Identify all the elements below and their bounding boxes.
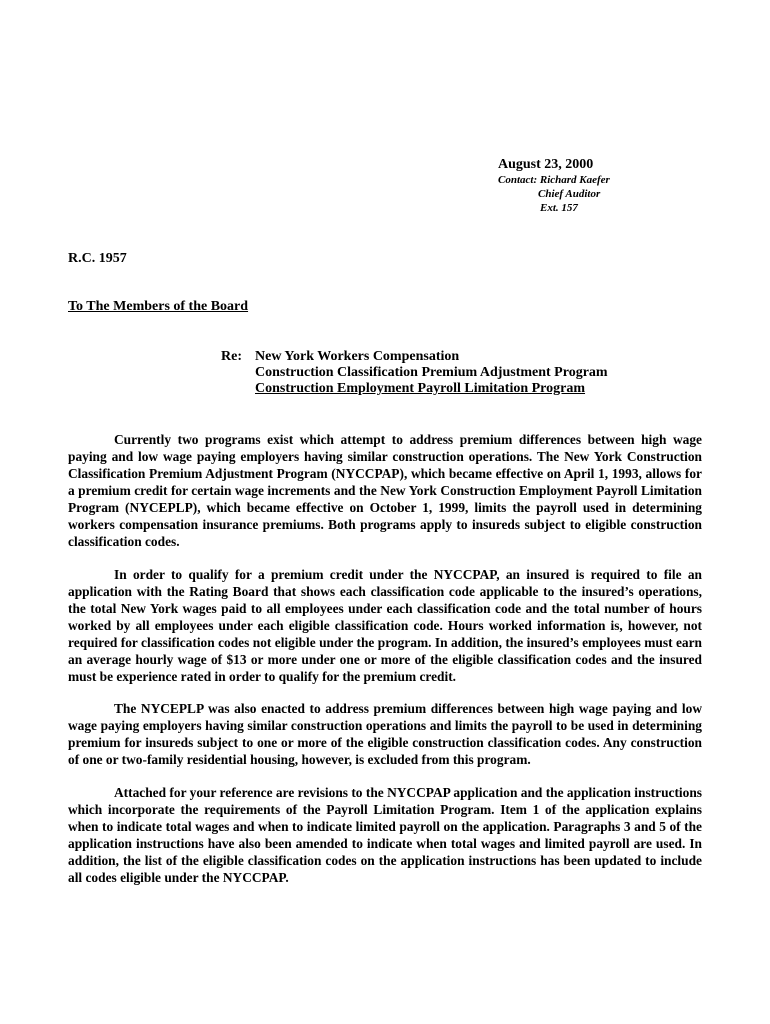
contact-title: Chief Auditor bbox=[538, 188, 601, 200]
reference-number: R.C. 1957 bbox=[68, 251, 127, 266]
letter-header bbox=[498, 157, 698, 215]
paragraph-text: Attached for your reference are revisions to the NYCCPAP application and the application instructions which incorporate the requirements of the Payroll Limitation Program. Item 1 of the application explains when to indicate total wages and when to indicate limited payroll on the application. Paragraphs 3 and 5 of the application instructions have also been amended to indicate when total wages and limited payroll are used. In addition, the list of the eligible classification codes on the application instructions has been updated to include all codes eligible under the NYCCPAP. bbox=[68, 785, 702, 885]
salutation: To The Members of the Board bbox=[68, 299, 249, 314]
paragraph-text: The NYCEPLP was also enacted to address premium differences between high wage paying and low wage paying employers having similar construction operations and limits the payroll to be used in determining premium for insureds subject to one or more of the eligible construction classification codes. Any construction of one or two-family residential housing, however, is excluded from this program. bbox=[68, 701, 702, 767]
subject-label: Re: bbox=[221, 349, 242, 364]
body-paragraph-1 bbox=[68, 431, 702, 550]
subject-block bbox=[221, 349, 608, 397]
subject-line-1 bbox=[221, 349, 608, 365]
body-paragraph-4 bbox=[68, 784, 702, 886]
contact-extension: Ext. 157 bbox=[540, 202, 578, 214]
contact-line: Contact: Richard Kaefer bbox=[498, 174, 610, 186]
subject-text: New York Workers Compensation bbox=[255, 349, 460, 364]
subject-line-2: Construction Classification Premium Adjustment Program bbox=[255, 365, 608, 380]
letter-date: August 23, 2000 bbox=[498, 157, 594, 172]
paragraph-text: Currently two programs exist which attempt to address premium differences between high wage paying and low wage paying employers having similar construction operations. The New York Construction Classification Premium Adjustment Program (NYCCPAP), which became effective on April 1, 1993, allows for a premium credit for certain wage increments and the New York Construction Employment Payroll Limitation Program (NYCEPLP), which became effective on October 1, 1999, limits the payroll used in determining workers compensation insurance premiums. Both programs apply to insureds subject to eligible construction classification codes. bbox=[68, 432, 702, 549]
subject-text-underlined: Construction Employment Payroll Limitation Program bbox=[255, 381, 586, 396]
body-paragraph-2 bbox=[68, 566, 702, 685]
subject-line-3 bbox=[221, 381, 608, 397]
body-paragraph-3 bbox=[68, 700, 702, 768]
paragraph-text: In order to qualify for a premium credit under the NYCCPAP, an insured is required to file an application with the Rating Board that shows each classification code applicable to the insured’s operations, the total New York wages paid to all employees under each classification code and the total number of hours worked by all employees under each eligible classification code. Hours worked information is, however, not required for classification codes not eligible under the program. In addition, the insured’s employees must earn an average hourly wage of $13 or more under one or more of the eligible classification codes and the insured must be experience rated in order to qualify for the premium credit. bbox=[68, 567, 702, 684]
